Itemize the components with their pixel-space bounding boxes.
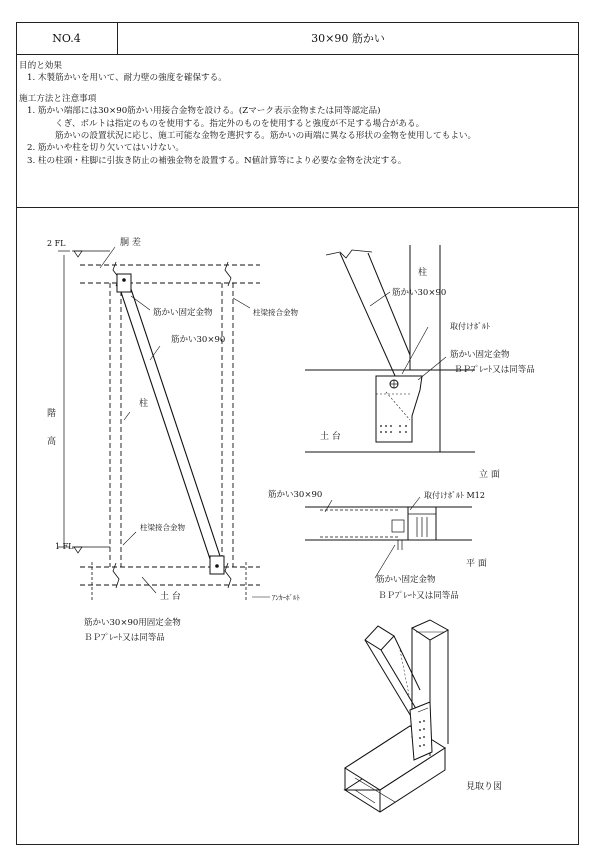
fl1-label: 1 FL <box>55 542 74 551</box>
plan-bolt-label: 取付けﾎﾞﾙﾄ M12 <box>424 491 485 500</box>
dosa-label: 胴 差 <box>120 238 141 248</box>
anchor-bolt-label: ｱﾝｶｰﾎﾞﾙﾄ <box>272 594 300 602</box>
elev-brace-size-label: 筋かい30×90 <box>171 335 226 345</box>
plan-brace-label: 筋かい30×90 <box>268 490 323 500</box>
fl2-label: 2 FL <box>47 239 66 248</box>
detail-elevation <box>305 245 475 452</box>
detail-fixture-label: 筋かい固定金物 <box>450 350 510 360</box>
detail-bp-plate-label: ＢＰﾌﾟﾚｰﾄ又は同等品 <box>454 365 535 375</box>
method-item-1: 1. 筋かい端部には30×90筋かい用接合金物を設ける。(Zマーク表示金物または同等認定品) <box>27 106 381 117</box>
plan-view-label: 平 面 <box>466 559 487 569</box>
purpose-item: 1. 木製筋かいを用いて、耐力壁の強度を確保する。 <box>27 73 227 84</box>
method-item-3: 3. 柱の柱頭・柱脚に引抜き防止の補強金物を設置する。N値計算等により必要な金物を決定する。 <box>27 155 407 166</box>
method-heading: 施工方法と注意事項 <box>19 93 97 104</box>
detail-bolt-label: 取付けﾎﾞﾙﾄ <box>450 322 490 331</box>
height-label: 階 高 <box>45 408 55 453</box>
method-item-1-line3: 筋かいの設置状況に応じ、施工可能な金物を選択する。筋かいの両端に異なる形状の金物を使用してもよい。 <box>55 131 477 142</box>
wall-elevation <box>58 247 270 600</box>
method-item-2: 2. 筋かいや柱を切り欠いてはいけない。 <box>27 143 185 154</box>
detail-brace-label: 筋かい30×90 <box>392 288 447 298</box>
isometric-view <box>345 620 448 812</box>
post-beam-joint-bottom-label: 柱梁接合金物 <box>140 523 185 532</box>
sheet-number: NO.4 <box>16 22 118 54</box>
elev-dodai-label: 土 台 <box>160 592 181 602</box>
sheet-title: 30×90 筋かい <box>311 32 385 45</box>
detail-post-label: 柱 <box>418 268 428 278</box>
plan-bp-plate-label: ＢＰﾌﾟﾚｰﾄ又は同等品 <box>378 591 459 601</box>
post-beam-joint-top-label: 柱梁接合金物 <box>253 308 298 317</box>
detail-dodai-label: 土 台 <box>320 432 341 442</box>
elev-caption-line2: ＢＰﾌﾟﾚｰﾄ又は同等品 <box>84 633 165 643</box>
elev-post-label: 柱 <box>139 399 149 409</box>
isometric-view-label: 見取り図 <box>466 782 503 792</box>
elevation-view-label: 立 面 <box>479 470 500 480</box>
plan-fixture-label: 筋かい固定金物 <box>376 575 436 585</box>
method-item-1-line2: くぎ、ボルトは指定のものを使用する。指定外のものを使用すると強度が不足する場合がある。 <box>55 118 425 129</box>
elev-brace-fixture-label: 筋かい固定金物 <box>153 308 213 318</box>
elev-caption-line1: 筋かい30×90用固定金物 <box>84 618 181 628</box>
purpose-heading: 目的と効果 <box>19 61 62 71</box>
detail-plan <box>305 497 472 578</box>
